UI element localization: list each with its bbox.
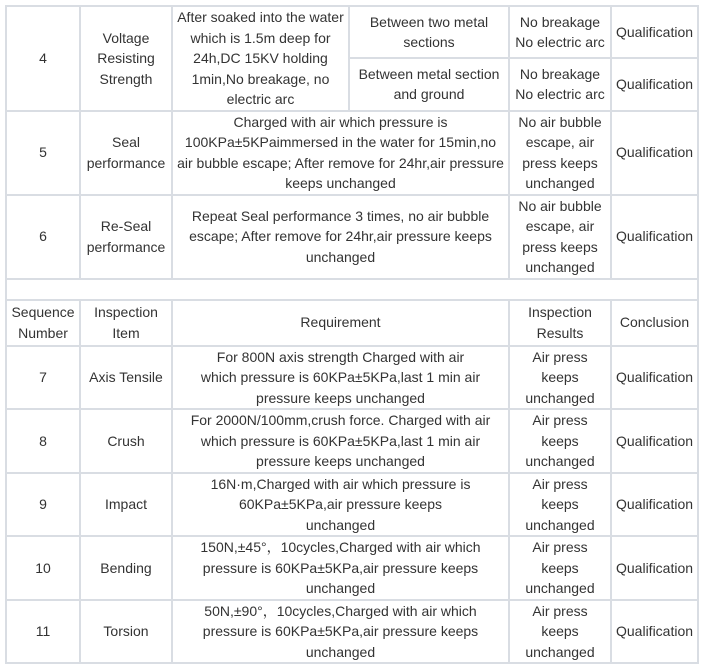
inspection-result-cell: Air press keeps unchanged	[509, 409, 611, 473]
sequence-number-cell: 10	[6, 536, 80, 600]
spacer-row	[6, 279, 698, 300]
inspection-result-cell: Air press keeps unchanged	[509, 536, 611, 600]
requirement-cell: Charged with air which pressure is 100KPa±5KPaimmersed in the water for 15min,no air bubble escape; After remove for 24hr,air pressure keeps unchanged	[172, 111, 509, 195]
sequence-number-cell: 6	[6, 195, 80, 279]
conclusion-cell: Qualification	[611, 473, 698, 537]
requirement-cell: For 800N axis strength Charged with air which pressure is 60KPa±5KPa,last 1 min air pressure keeps unchanged	[172, 346, 509, 410]
header-inspection-results: Inspection Results	[509, 300, 611, 346]
spacer-cell	[6, 279, 698, 300]
table-row	[6, 536, 698, 600]
inspection-result-cell: No breakage No electric arc	[509, 6, 611, 58]
inspection-item-cell: Seal performance	[80, 111, 172, 195]
requirement-cell: 16N·m,Charged with air which pressure is 60KPa±5KPa,air pressure keeps unchanged	[172, 473, 509, 537]
test-position-cell: Between metal section and ground	[349, 58, 509, 110]
requirement-cell: For 2000N/100mm,crush force. Charged with air which pressure is 60KPa±5KPa,last 1 min air pressure keeps unchanged	[172, 409, 509, 473]
requirement-cell: After soaked into the water which is 1.5m deep for 24h,DC 15KV holding 1min,No breakage, no electric arc	[172, 6, 349, 111]
inspection-result-cell: No breakage No electric arc	[509, 58, 611, 110]
inspection-result-cell: Air press keeps unchanged	[509, 600, 611, 664]
header-inspection-item: Inspection Item	[80, 300, 172, 346]
requirement-cell: 150N,±45°，10cycles,Charged with air which pressure is 60KPa±5KPa,air pressure keeps unchanged	[172, 536, 509, 600]
conclusion-cell: Qualification	[611, 111, 698, 195]
table-row	[6, 195, 698, 279]
table-row	[6, 6, 698, 58]
header-requirement: Requirement	[172, 300, 509, 346]
inspection-item-cell: Crush	[80, 409, 172, 473]
conclusion-cell: Qualification	[611, 536, 698, 600]
table-row	[6, 600, 698, 664]
inspection-item-cell: Voltage Resisting Strength	[80, 6, 172, 111]
table-row	[6, 346, 698, 410]
sequence-number-cell: 11	[6, 600, 80, 664]
table-row	[6, 473, 698, 537]
inspection-item-cell: Impact	[80, 473, 172, 537]
conclusion-cell: Qualification	[611, 409, 698, 473]
inspection-item-cell: Re-Seal performance	[80, 195, 172, 279]
sequence-number-cell: 7	[6, 346, 80, 410]
test-position-cell: Between two metal sections	[349, 6, 509, 58]
table-row	[6, 409, 698, 473]
sequence-number-cell: 9	[6, 473, 80, 537]
inspection-result-cell: No air bubble escape, air press keeps unchanged	[509, 195, 611, 279]
requirement-cell: 50N,±90°，10cycles,Charged with air which pressure is 60KPa±5KPa,air pressure keeps unchanged	[172, 600, 509, 664]
conclusion-cell: Qualification	[611, 58, 698, 110]
sequence-number-cell: 8	[6, 409, 80, 473]
inspection-table	[5, 5, 699, 664]
inspection-result-cell: Air press keeps unchanged	[509, 346, 611, 410]
header-conclusion: Conclusion	[611, 300, 698, 346]
inspection-item-cell: Torsion	[80, 600, 172, 664]
requirement-cell: Repeat Seal performance 3 times, no air bubble escape; After remove for 24hr,air pressure keeps unchanged	[172, 195, 509, 279]
header-sequence-number: Sequence Number	[6, 300, 80, 346]
header-row	[6, 300, 698, 346]
table-row	[6, 111, 698, 195]
sequence-number-cell: 5	[6, 111, 80, 195]
inspection-item-cell: Axis Tensile	[80, 346, 172, 410]
inspection-item-cell: Bending	[80, 536, 172, 600]
conclusion-cell: Qualification	[611, 6, 698, 58]
inspection-result-cell: No air bubble escape, air press keeps unchanged	[509, 111, 611, 195]
conclusion-cell: Qualification	[611, 600, 698, 664]
sequence-number-cell: 4	[6, 6, 80, 111]
inspection-result-cell: Air press keeps unchanged	[509, 473, 611, 537]
conclusion-cell: Qualification	[611, 346, 698, 410]
conclusion-cell: Qualification	[611, 195, 698, 279]
